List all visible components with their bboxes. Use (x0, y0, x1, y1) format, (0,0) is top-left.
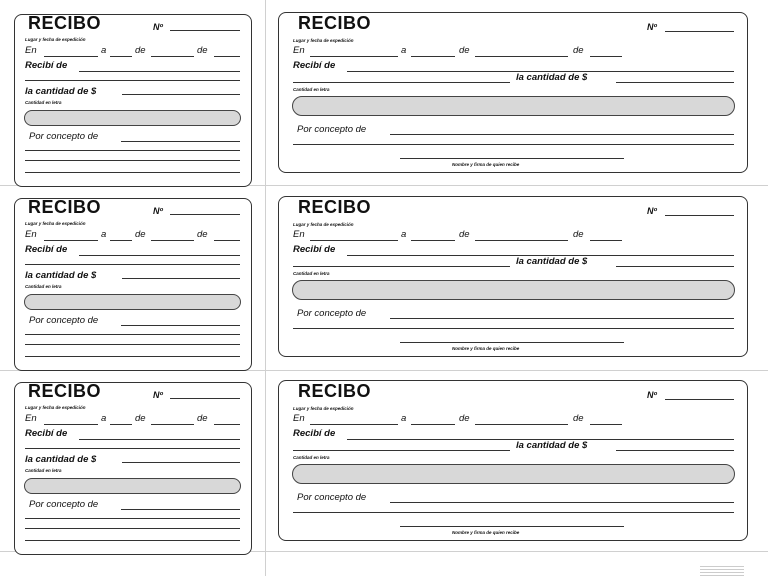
fill-line (310, 240, 398, 241)
receipt-large (278, 196, 748, 357)
en-label: En (25, 45, 37, 56)
de-label: de (135, 45, 146, 56)
amount-in-words-field[interactable] (24, 478, 241, 494)
fill-line (25, 344, 240, 345)
fill-line (44, 424, 98, 425)
fill-line (151, 424, 194, 425)
cantidad-label: la cantidad de $ (516, 440, 588, 451)
en-label: En (25, 229, 37, 240)
por-concepto-label: Por concepto de (297, 308, 367, 319)
fill-line (310, 56, 398, 57)
en-label: En (293, 229, 305, 240)
cantidad-label: la cantidad de $ (516, 256, 588, 267)
amount-in-words-field[interactable] (292, 280, 735, 300)
number-line (665, 31, 734, 32)
place-date-caption: Lugar y fecha de expedición (293, 406, 354, 411)
fill-line (110, 56, 132, 57)
fill-line (151, 240, 194, 241)
de-label: de (135, 229, 146, 240)
fill-line (25, 518, 240, 519)
number-label: Nº (153, 390, 163, 400)
fill-line (25, 540, 240, 541)
por-concepto-label: Por concepto de (297, 124, 367, 135)
fill-line (590, 240, 622, 241)
de-label: de (459, 229, 470, 240)
fill-line (44, 240, 98, 241)
por-concepto-label: Por concepto de (29, 315, 99, 326)
receipt-title: RECIBO (298, 197, 372, 217)
receipt-title: RECIBO (28, 381, 102, 401)
recibi-de-label: Recibí de (25, 60, 68, 71)
fill-line (293, 450, 510, 451)
fill-line (616, 450, 734, 451)
fill-line (616, 266, 734, 267)
fill-line (293, 144, 734, 145)
receipt-title: RECIBO (28, 197, 102, 217)
fill-line (79, 71, 240, 72)
receipt-title: RECIBO (298, 13, 372, 33)
fill-line (110, 424, 132, 425)
number-label: Nº (647, 206, 657, 216)
recibi-de-label: Recibí de (25, 244, 68, 255)
fill-line (79, 439, 240, 440)
signature-caption: Nombre y firma de quien recibe (452, 346, 520, 351)
signature-line (400, 158, 624, 159)
signature-caption: Nombre y firma de quien recibe (452, 530, 520, 535)
amount-words-caption: Cantidad en letra (293, 455, 330, 460)
fill-line (475, 56, 568, 57)
fill-line (25, 448, 240, 449)
place-date-caption: Lugar y fecha de expedición (25, 405, 86, 410)
en-label: En (293, 413, 305, 424)
fill-line (121, 509, 240, 510)
receipt-title: RECIBO (28, 13, 102, 33)
en-label: En (25, 413, 37, 424)
amount-words-caption: Cantidad en letra (293, 87, 330, 92)
receipt-title: RECIBO (298, 381, 372, 401)
fill-line (122, 94, 240, 95)
a-label: a (401, 229, 407, 240)
fill-line (214, 424, 240, 425)
fill-line (25, 356, 240, 357)
fill-line (293, 512, 734, 513)
signature-line (400, 342, 624, 343)
amount-in-words-field[interactable] (24, 110, 241, 126)
receipt-large (278, 12, 748, 173)
de-label: de (197, 413, 208, 424)
a-label: a (101, 229, 107, 240)
amount-words-caption: Cantidad en letra (293, 271, 330, 276)
number-label: Nº (153, 22, 163, 32)
place-date-caption: Lugar y fecha de expedición (25, 37, 86, 42)
fill-line (122, 462, 240, 463)
de-label: de (573, 229, 584, 240)
de-label: de (135, 413, 146, 424)
por-concepto-label: Por concepto de (29, 499, 99, 510)
fill-line (214, 56, 240, 57)
cantidad-label: la cantidad de $ (516, 72, 588, 83)
amount-words-caption: Cantidad en letra (25, 284, 62, 289)
number-label: Nº (153, 206, 163, 216)
fill-line (390, 318, 734, 319)
fill-line (214, 240, 240, 241)
fill-line (411, 56, 455, 57)
recibi-de-label: Recibí de (293, 60, 336, 71)
amount-in-words-field[interactable] (24, 294, 241, 310)
de-label: de (573, 413, 584, 424)
number-line (170, 398, 240, 399)
fill-line (293, 266, 510, 267)
fill-line (411, 240, 455, 241)
fill-line (25, 80, 240, 81)
fill-line (25, 150, 240, 151)
recibi-de-label: Recibí de (293, 428, 336, 439)
fill-line (25, 172, 240, 173)
place-date-caption: Lugar y fecha de expedición (293, 38, 354, 43)
recibi-de-label: Recibí de (293, 244, 336, 255)
de-label: de (197, 45, 208, 56)
fill-line (110, 240, 132, 241)
cut-line-vertical (265, 0, 266, 576)
en-label: En (293, 45, 305, 56)
receipt-large (278, 380, 748, 541)
fill-line (25, 160, 240, 161)
place-date-caption: Lugar y fecha de expedición (293, 222, 354, 227)
de-label: de (197, 229, 208, 240)
amount-in-words-field[interactable] (292, 96, 735, 116)
fill-line (79, 255, 240, 256)
number-line (665, 215, 734, 216)
a-label: a (101, 413, 107, 424)
a-label: a (401, 413, 407, 424)
fill-line (475, 240, 568, 241)
fill-line (411, 424, 455, 425)
fill-line (25, 528, 240, 529)
fill-line (25, 334, 240, 335)
cantidad-label: la cantidad de $ (25, 454, 97, 465)
number-line (665, 399, 734, 400)
number-line (170, 30, 240, 31)
cantidad-label: la cantidad de $ (25, 270, 97, 281)
cantidad-label: la cantidad de $ (25, 86, 97, 97)
fill-line (293, 328, 734, 329)
fill-line (590, 424, 622, 425)
por-concepto-label: Por concepto de (29, 131, 99, 142)
page-corner-decoration (700, 566, 744, 576)
de-label: de (459, 413, 470, 424)
por-concepto-label: Por concepto de (297, 492, 367, 503)
number-label: Nº (647, 22, 657, 32)
fill-line (390, 502, 734, 503)
signature-caption: Nombre y firma de quien recibe (452, 162, 520, 167)
fill-line (44, 56, 98, 57)
fill-line (122, 278, 240, 279)
amount-in-words-field[interactable] (292, 464, 735, 484)
de-label: de (573, 45, 584, 56)
recibi-de-label: Recibí de (25, 428, 68, 439)
number-line (170, 214, 240, 215)
fill-line (390, 134, 734, 135)
number-label: Nº (647, 390, 657, 400)
amount-words-caption: Cantidad en letra (25, 100, 62, 105)
place-date-caption: Lugar y fecha de expedición (25, 221, 86, 226)
a-label: a (101, 45, 107, 56)
fill-line (310, 424, 398, 425)
fill-line (121, 141, 240, 142)
fill-line (25, 264, 240, 265)
fill-line (475, 424, 568, 425)
fill-line (151, 56, 194, 57)
fill-line (293, 82, 510, 83)
de-label: de (459, 45, 470, 56)
fill-line (616, 82, 734, 83)
a-label: a (401, 45, 407, 56)
fill-line (121, 325, 240, 326)
signature-line (400, 526, 624, 527)
amount-words-caption: Cantidad en letra (25, 468, 62, 473)
fill-line (590, 56, 622, 57)
